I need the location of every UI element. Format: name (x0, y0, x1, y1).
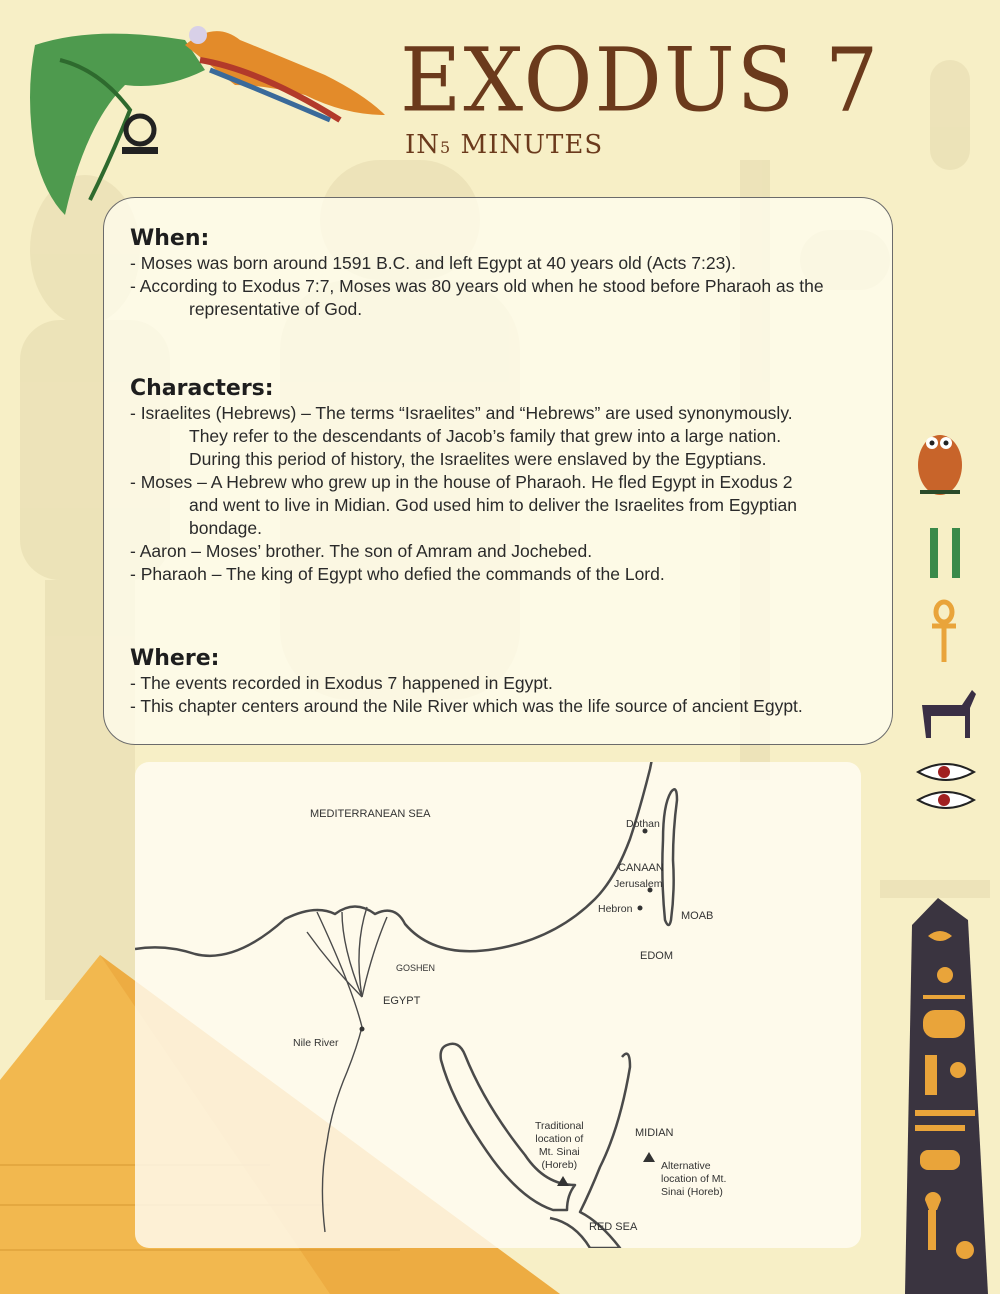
where-heading: Where: (130, 646, 220, 671)
traditional-line: (Horeb) (541, 1159, 578, 1171)
where-line: - This chapter centers around the Nile River which was the life source of ancient Egypt. (130, 696, 803, 716)
map-label-edom: EDOM (640, 950, 673, 962)
map-panel (135, 762, 861, 1248)
characters-heading: Characters: (130, 376, 274, 401)
when-heading: When: (130, 226, 210, 251)
characters-line: and went to live in Midian. God used him to deliver the Israelites from Egyptian (189, 495, 797, 515)
characters-line: - Moses – A Hebrew who grew up in the house of Pharaoh. He fled Egypt in Exodus 2 (130, 472, 793, 492)
map-label-traditional-sinai (535, 1120, 584, 1172)
map-label-jerusalem: Jerusalem (614, 878, 663, 890)
subtitle-rest: MINUTES (460, 130, 604, 160)
when-line: - According to Exodus 7:7, Moses was 80 years old when he stood before Pharaoh as the (130, 276, 824, 296)
when-line: - Moses was born around 1591 B.C. and left Egypt at 40 years old (Acts 7:23). (130, 253, 737, 273)
obelisk-icon (905, 898, 988, 1294)
characters-section (130, 376, 870, 586)
map-drawing (135, 762, 861, 1248)
characters-line: They refer to the descendants of Jacob’s family that grew into a large nation. (189, 426, 782, 446)
where-line: - The events recorded in Exodus 7 happened in Egypt. (130, 673, 553, 693)
alternative-line: Alternative (661, 1160, 711, 1172)
map-label-canaan: CANAAN (618, 862, 664, 874)
where-section (130, 646, 870, 718)
map-label-nile: Nile River (293, 1037, 339, 1049)
map-label-midian: MIDIAN (635, 1127, 674, 1139)
alternative-line: Sinai (Horeb) (661, 1186, 723, 1198)
characters-line: - Israelites (Hebrews) – The terms “Israelites” and “Hebrews” are used synonymously. (130, 403, 793, 423)
eye-icon (918, 764, 974, 808)
map-label-mediterranean: MEDITERRANEAN SEA (310, 808, 431, 820)
ankh-icon (932, 602, 956, 662)
map-label-egypt: EGYPT (383, 995, 421, 1007)
map-label-goshen: GOSHEN (396, 963, 436, 973)
ibex-icon (922, 690, 976, 738)
reeds-icon (930, 528, 960, 578)
subtitle-in: IN (405, 130, 441, 160)
traditional-line: Mt. Sinai (538, 1146, 580, 1158)
owl-icon (918, 435, 962, 495)
traditional-line: location of (535, 1133, 584, 1145)
traditional-line: Traditional (535, 1120, 584, 1132)
characters-line: - Pharaoh – The king of Egypt who defied the commands of the Lord. (130, 564, 665, 584)
characters-line: - Aaron – Moses’ brother. The son of Amram and Jochebed. (130, 541, 593, 561)
characters-line: bondage. (189, 518, 262, 538)
map-label-dothan: Dothan (626, 818, 660, 830)
map-label-hebron: Hebron (598, 903, 633, 915)
subtitle-number: 5 (440, 138, 452, 157)
alternative-line: location of Mt. (661, 1173, 727, 1185)
when-section (130, 226, 870, 321)
when-line: representative of God. (189, 299, 363, 319)
page-subtitle (405, 130, 603, 160)
map-label-moab: MOAB (681, 910, 714, 922)
map-label-red-sea: RED SEA (589, 1221, 638, 1233)
map-label-alternative-sinai (661, 1160, 726, 1199)
characters-line: During this period of history, the Israelites were enslaved by the Egyptians. (189, 449, 767, 469)
page-title: EXODUS 7 (400, 28, 881, 132)
